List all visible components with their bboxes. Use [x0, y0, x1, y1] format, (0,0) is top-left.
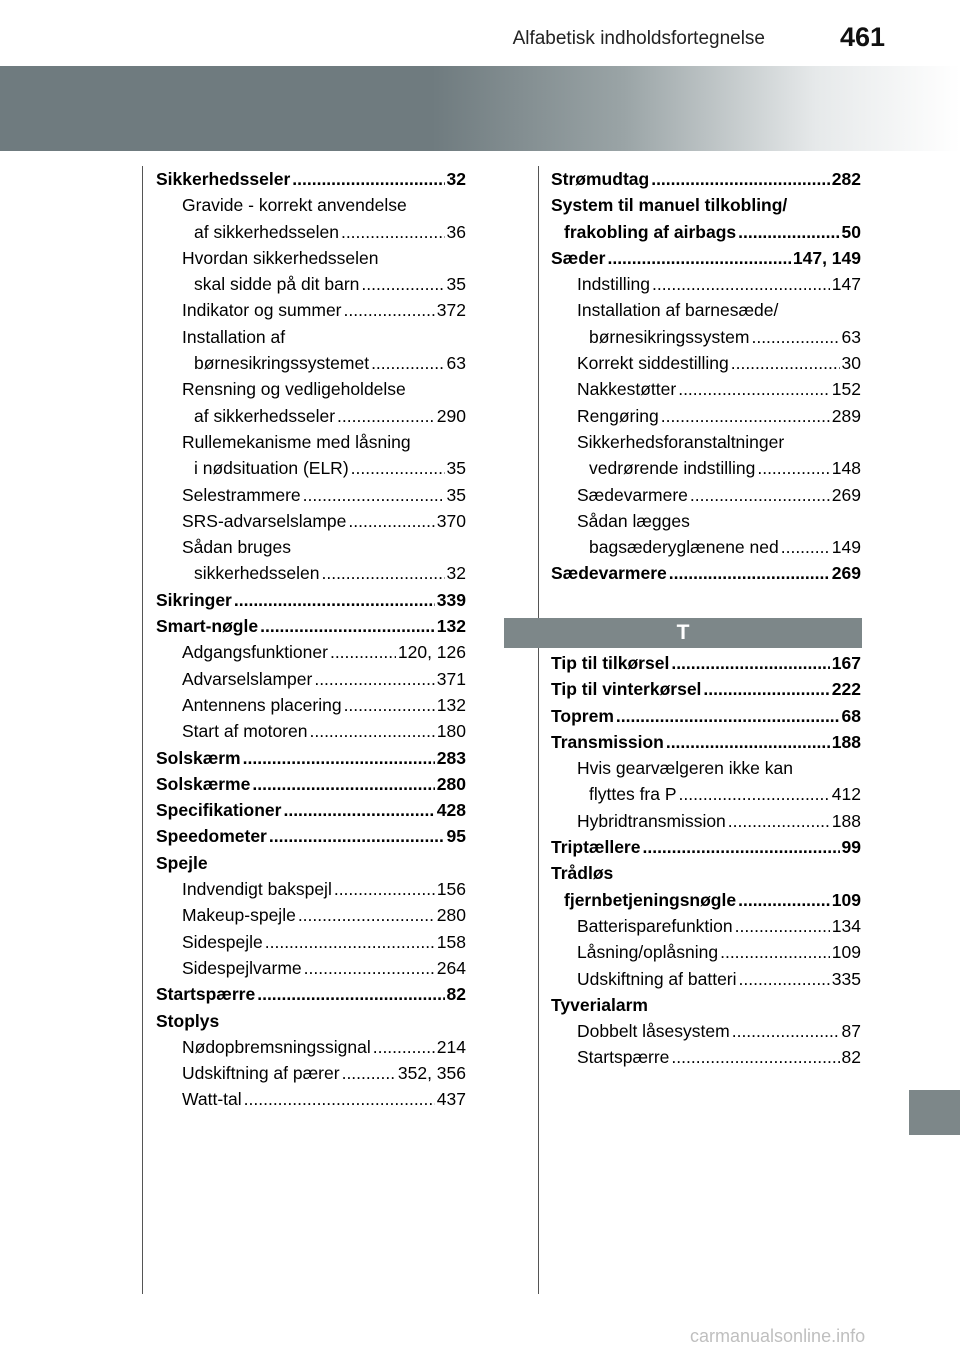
index-entry-text: Sådan bruges: [182, 537, 291, 558]
index-entry-text: Stoplys: [156, 1010, 220, 1031]
index-entry: Låsning/oplåsning ..... 109: [551, 939, 861, 965]
index-entry: Triptællere ..... 99: [551, 834, 861, 860]
index-entry: Sikkerhedsseler ..... 32: [156, 166, 466, 192]
index-entry: Korrekt siddestilling ..... 30: [551, 350, 861, 376]
index-entry: Rengøring ..... 289: [551, 403, 861, 429]
page-header: [0, 0, 960, 66]
index-entry: frakobling af airbags ..... 50: [551, 219, 861, 245]
index-entry-text: Installation af: [182, 326, 286, 347]
index-entry: Nødopbremsningssignal ..... 214: [156, 1034, 466, 1060]
column-divider-left: [142, 166, 143, 1294]
index-entry: børnesikringssystem ..... 63: [551, 324, 861, 350]
section-letter-header: T: [504, 618, 862, 648]
index-entry: Sidespejlvarme ..... 264: [156, 955, 466, 981]
index-entry: Sædevarmere ..... 269: [551, 560, 861, 586]
index-entry: Sidespejle ..... 158: [156, 929, 466, 955]
index-entry: Adgangsfunktioner ..... 120, 126: [156, 639, 466, 665]
index-column-right-t: [551, 650, 861, 1071]
index-entry: flyttes fra P ..... 412: [551, 781, 861, 807]
index-column-left: [156, 166, 466, 1113]
index-entry-text: Sikkerhedsforanstaltninger: [577, 431, 785, 452]
index-entry: Solskærm ..... 283: [156, 745, 466, 771]
index-entry-text: Rensning og vedligeholdelse: [182, 379, 406, 400]
index-entry: vedrørende indstilling ..... 148: [551, 455, 861, 481]
index-entry: Indstilling ..... 147: [551, 271, 861, 297]
index-entry: børnesikringssystemet ..... 63: [156, 350, 466, 376]
index-entry: Startspærre ..... 82: [156, 981, 466, 1007]
index-entry: Sikringer ..... 339: [156, 587, 466, 613]
index-entry: Advarselslamper ..... 371: [156, 666, 466, 692]
index-entry: fjernbetjeningsnøgle ..... 109: [551, 887, 861, 913]
chapter-tab-marker: [909, 1090, 960, 1135]
index-entry: SRS-advarselslampe ..... 370: [156, 508, 466, 534]
index-entry-text: Sådan lægges: [577, 510, 690, 531]
index-column-right: [551, 166, 861, 587]
index-entry: Dobbelt låsesystem ..... 87: [551, 1018, 861, 1044]
index-entry: Smart-nøgle ..... 132: [156, 613, 466, 639]
index-entry-text: Rullemekanisme med låsning: [182, 431, 411, 452]
watermark: carmanualsonline.info: [690, 1326, 866, 1346]
index-entry: Hybridtransmission ..... 188: [551, 808, 861, 834]
index-entry: Antennens placering ..... 132: [156, 692, 466, 718]
index-entry: Nakkestøtter ..... 152: [551, 376, 861, 402]
column-divider-middle: [538, 166, 539, 1294]
index-entry: Sædevarmere ..... 269: [551, 482, 861, 508]
index-entry: af sikkerhedsselen ..... 36: [156, 219, 466, 245]
index-entry: Start af motoren ..... 180: [156, 718, 466, 744]
index-entry: Startspærre ..... 82: [551, 1044, 861, 1070]
index-entry: Udskiftning af batteri ..... 335: [551, 966, 861, 992]
index-entry: Tip til vinterkørsel ..... 222: [551, 676, 861, 702]
index-entry: Specifikationer ..... 428: [156, 797, 466, 823]
index-entry: Udskiftning af pærer ..... 352, 356: [156, 1060, 466, 1086]
index-entry: Indvendigt bakspejl ..... 156: [156, 876, 466, 902]
index-entry: skal sidde på dit barn ..... 35: [156, 271, 466, 297]
index-entry-text: Gravide - korrekt anvendelse: [182, 195, 407, 216]
index-entry-text: System til manuel tilkobling/: [551, 195, 788, 216]
index-entry: Batterisparefunktion ..... 134: [551, 913, 861, 939]
index-entry-text: Hvordan sikkerhedsselen: [182, 247, 379, 268]
header-banner: [0, 66, 960, 151]
index-entry: sikkerhedsselen ..... 32: [156, 560, 466, 586]
index-entry: Makeup-spejle ..... 280: [156, 902, 466, 928]
header-title: Alfabetisk indholdsfortegnelse: [512, 28, 765, 49]
index-entry: Transmission ..... 188: [551, 729, 861, 755]
index-entry: Solskærme ..... 280: [156, 771, 466, 797]
index-entry: bagsæderyglænene ned ..... 149: [551, 534, 861, 560]
index-entry: Speedometer ..... 95: [156, 823, 466, 849]
index-entry: Sæder ..... 147, 149: [551, 245, 861, 271]
index-entry: Tip til tilkørsel ..... 167: [551, 650, 861, 676]
index-entry: Toprem ..... 68: [551, 703, 861, 729]
index-entry: i nødsituation (ELR) ..... 35: [156, 455, 466, 481]
index-entry-text: Tyverialarm: [551, 994, 648, 1015]
index-entry-text: Installation af barnesæde/: [577, 300, 779, 321]
index-entry: Watt-tal ..... 437: [156, 1086, 466, 1112]
index-entry: Strømudtag ..... 282: [551, 166, 861, 192]
index-entry-text: Trådløs: [551, 863, 614, 884]
index-entry: af sikkerhedsseler ..... 290: [156, 403, 466, 429]
index-entry: Indikator og summer ..... 372: [156, 297, 466, 323]
index-entry: Selestrammere ..... 35: [156, 482, 466, 508]
page-number: 461: [840, 22, 886, 52]
index-entry-text: Spejle: [156, 852, 208, 873]
index-entry-text: Hvis gearvælgeren ikke kan: [577, 758, 793, 779]
